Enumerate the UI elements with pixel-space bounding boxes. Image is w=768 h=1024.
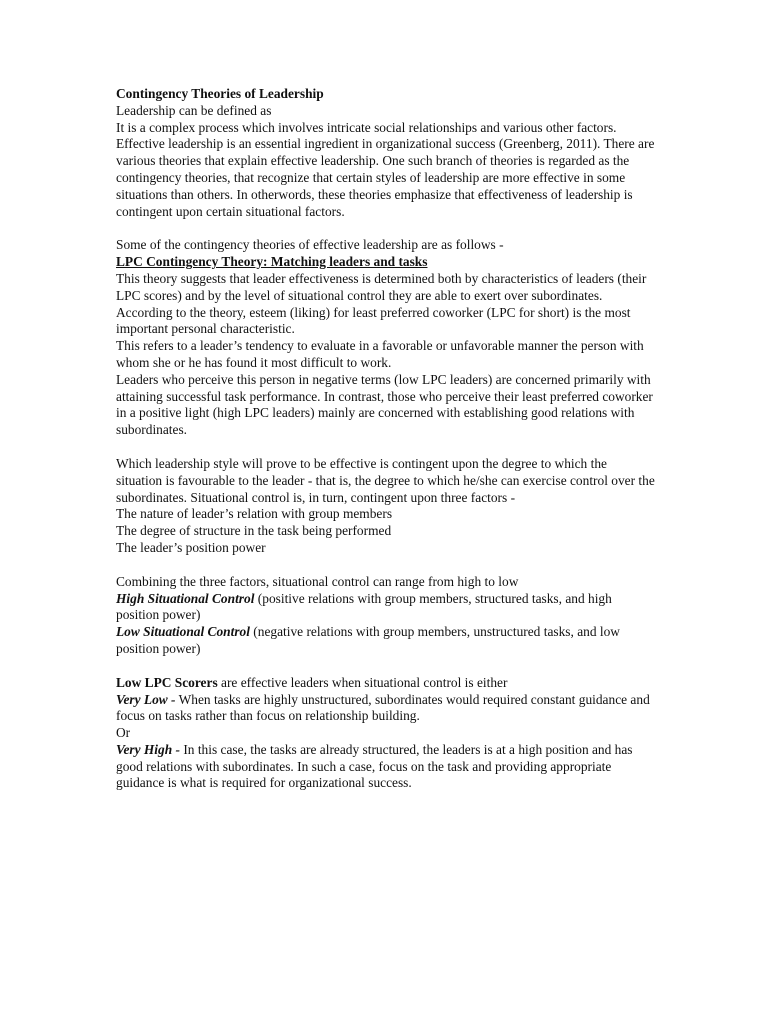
document-page — [116, 86, 656, 809]
combine-line: Combining the three factors, situational control can range from high to low — [116, 573, 519, 589]
situational-control-text: Which leadership style will prove to be effective is contingent upon the degree to which the situation is favourable to the leader - that is, the degree to which he/she can exercise control over the subordinates. Situational control is, in turn, contingent upon three factors - — [116, 455, 655, 505]
lpc-esteem-text: According to the theory, esteem (liking) for least preferred coworker (LPC for short) is the most important personal characteristic. — [116, 304, 631, 337]
lpc-section-heading: LPC Contingency Theory: Matching leaders and tasks — [116, 254, 428, 270]
very-high-label: Very High - — [116, 741, 180, 757]
low-lpc-text: are effective leaders when situational control is either — [217, 674, 508, 690]
factor-item: The degree of structure in the task being performed — [116, 523, 392, 539]
low-control-label: Low Situational Control — [116, 624, 250, 640]
very-low-text: When tasks are highly unstructured, subordinates would required constant guidance and focus on tasks rather than focus on relationship building. — [116, 691, 650, 724]
low-control-text: (negative relations with group members, unstructured tasks, and low position power) — [116, 624, 620, 656]
or-text: Or — [116, 725, 131, 741]
low-control-item — [116, 624, 656, 658]
intro-paragraph — [116, 103, 656, 221]
very-high-text: In this case, the tasks are already structured, the leaders is at a high position and has good relations with subordinates. In such a case, focus on the task and providing appropriate guidance is what is required for organizational success. — [116, 741, 633, 791]
lpc-paragraph-3 — [116, 456, 656, 557]
lpc-leaders-text: Leaders who perceive this person in negative terms (low LPC leaders) are concerned primarily with attaining successful task performance. In contrast, those who perceive their least preferred coworker in a positive light (high LPC leaders) mainly are concerned with establishing good relations with subordinates. — [116, 371, 653, 438]
very-low-label: Very Low - — [116, 691, 176, 707]
low-lpc-label: Low LPC Scorers — [116, 674, 218, 690]
high-control-label: High Situational Control — [116, 590, 255, 606]
high-control-item — [116, 591, 656, 625]
intro-follow-text: Some of the contingency theories of effective leadership are as follows - — [116, 237, 504, 253]
factor-item: The leader’s position power — [116, 539, 266, 555]
lpc-paragraph-2 — [116, 305, 656, 439]
very-high-item — [116, 742, 656, 792]
low-lpc-intro — [116, 675, 656, 692]
factor-item: The nature of leader’s relation with group members — [116, 506, 393, 522]
lpc-paragraph-1: This theory suggests that leader effectiveness is determined both by characteristics of leaders (their LPC scores) and by the level of situational control they are able to exert over subordinates. — [116, 270, 647, 303]
document-title: Contingency Theories of Leadership — [116, 86, 324, 101]
intro-definition-line: Leadership can be defined as — [116, 102, 272, 118]
control-range-paragraph — [116, 574, 656, 658]
intro-body-text: It is a complex process which involves intricate social relationships and various other factors. Effective leadership is an essential ingredient in organizational success (Greenberg, 2011). There are various theories that explain effective leadership. One such branch of theories is regarded as the contingency theories, that recognize that certain styles of leadership are more effective in some situations than others. In otherwords, these theories emphasize that effectiveness of leadership is contingent upon certain situational factors. — [116, 119, 655, 219]
very-low-item — [116, 692, 656, 726]
low-lpc-paragraph — [116, 675, 656, 793]
lpc-tendency-text: This refers to a leader’s tendency to evaluate in a favorable or unfavorable manner the person with whom she or he has found it most difficult to work. — [116, 338, 644, 370]
high-control-text: (positive relations with group members, structured tasks, and high position power) — [116, 590, 612, 623]
